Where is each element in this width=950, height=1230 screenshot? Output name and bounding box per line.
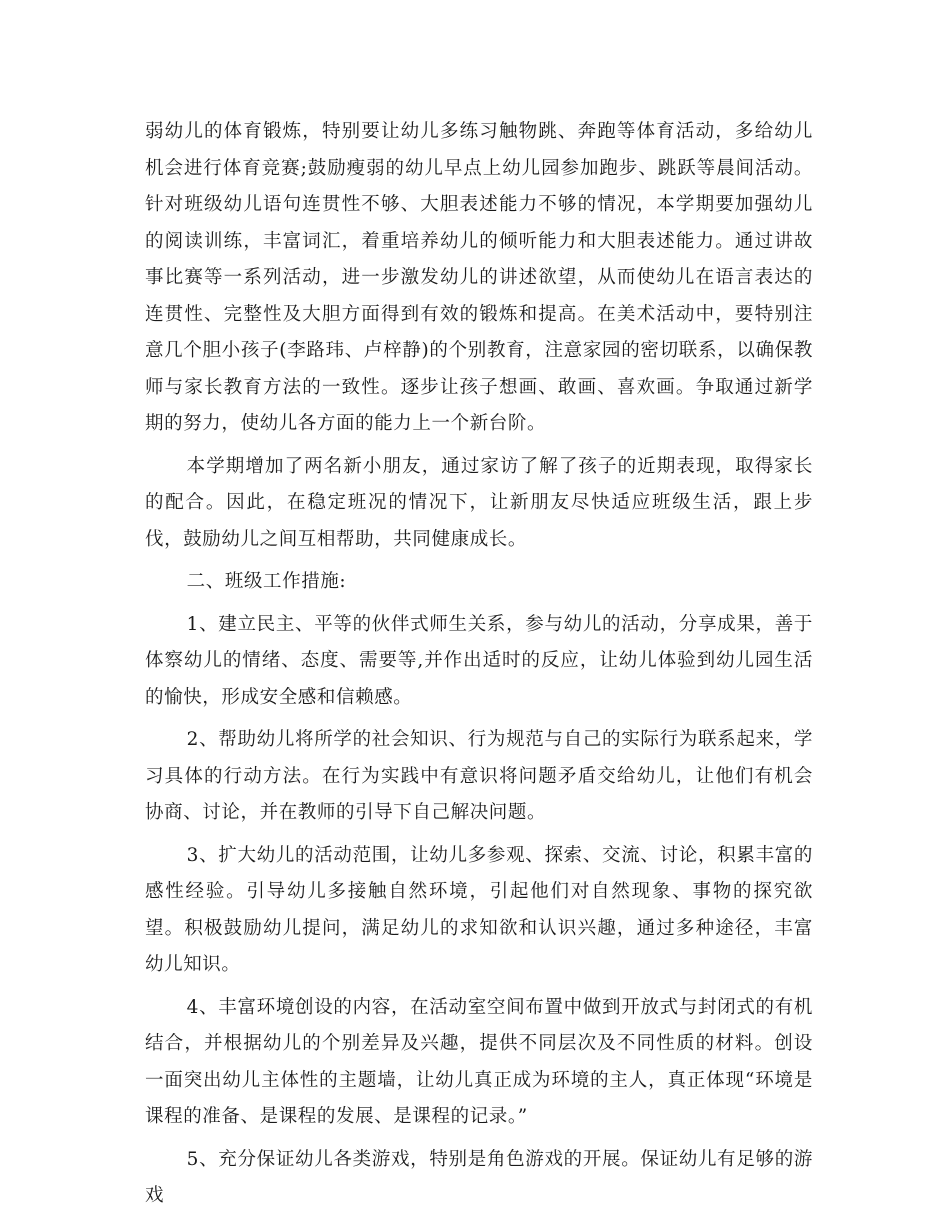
measure-item-3: 3、扩大幼儿的活动范围，让幼儿多参观、探索、交流、讨论，积累丰富的感性经验。引导幼儿多接触自然环境，引起他们对自然现象、事物的探究欲望。积极鼓励幼儿提问，满足幼儿的求知欲和认识兴趣，通过多种途径，丰富幼儿知识。 [145, 844, 813, 975]
paragraph-continued: 弱幼儿的体育锻炼，特别要让幼儿多练习触物跳、奔跑等体育活动，多给幼儿机会进行体育竞赛;鼓励瘦弱的幼儿早点上幼儿园参加跑步、跳跃等晨间活动。针对班级幼儿语句连贯性不够、大胆表述能力不够的情况，本学期要加强幼儿的阅读训练，丰富词汇，着重培养幼儿的倾听能力和大胆表述能力。通过讲故事比赛等一系列活动，进一步激发幼儿的讲述欲望，从而使幼儿在语言表达的连贯性、完整性及大胆方面得到有效的锻炼和提高。在美术活动中，要特别注意几个胆小孩子(李路玮、卢梓静)的个别教育，注意家园的密切联系，以确保教师与家长教育方法的一致性。逐步让孩子想画、敢画、喜欢画。争取通过新学期的努力，使幼儿各方面的能力上一个新台阶。 [145, 121, 813, 434]
paragraph-new-children: 本学期增加了两名新小朋友，通过家访了解了孩子的近期表现，取得家长的配合。因此，在稳定班况的情况下，让新朋友尽快适应班级生活，跟上步伐，鼓励幼儿之间互相帮助，共同健康成长。 [145, 455, 813, 550]
section-heading-measures: 二、班级工作措施: [186, 571, 347, 592]
measure-item-2: 2、帮助幼儿将所学的社会知识、行为规范与自己的实际行为联系起来，学习具体的行动方法。在行为实践中有意识将问题矛盾交给幼儿，让他们有机会协商、讨论，并在教师的引导下自己解决问题。 [145, 729, 813, 823]
measure-item-4: 4、丰富环境创设的内容，在活动室空间布置中做到开放式与封闭式的有机结合，并根据幼儿的个别差异及兴趣，提供不同层次及不同性质的材料。创设一面突出幼儿主体性的主题墙，让幼儿真正成为环境的主人，真正体现“环境是课程的准备、是课程的发展、是课程的记录。” [145, 996, 813, 1127]
document-body [145, 114, 813, 1215]
measure-item-5: 5、充分保证幼儿各类游戏，特别是角色游戏的开展。保证幼儿有足够的游戏 [145, 1148, 813, 1206]
measure-item-1: 1、建立民主、平等的伙伴式师生关系，参与幼儿的活动，分享成果，善于体察幼儿的情绪、态度、需要等,并作出适时的反应，让幼儿体验到幼儿园生活的愉快，形成安全感和信赖感。 [145, 613, 813, 708]
